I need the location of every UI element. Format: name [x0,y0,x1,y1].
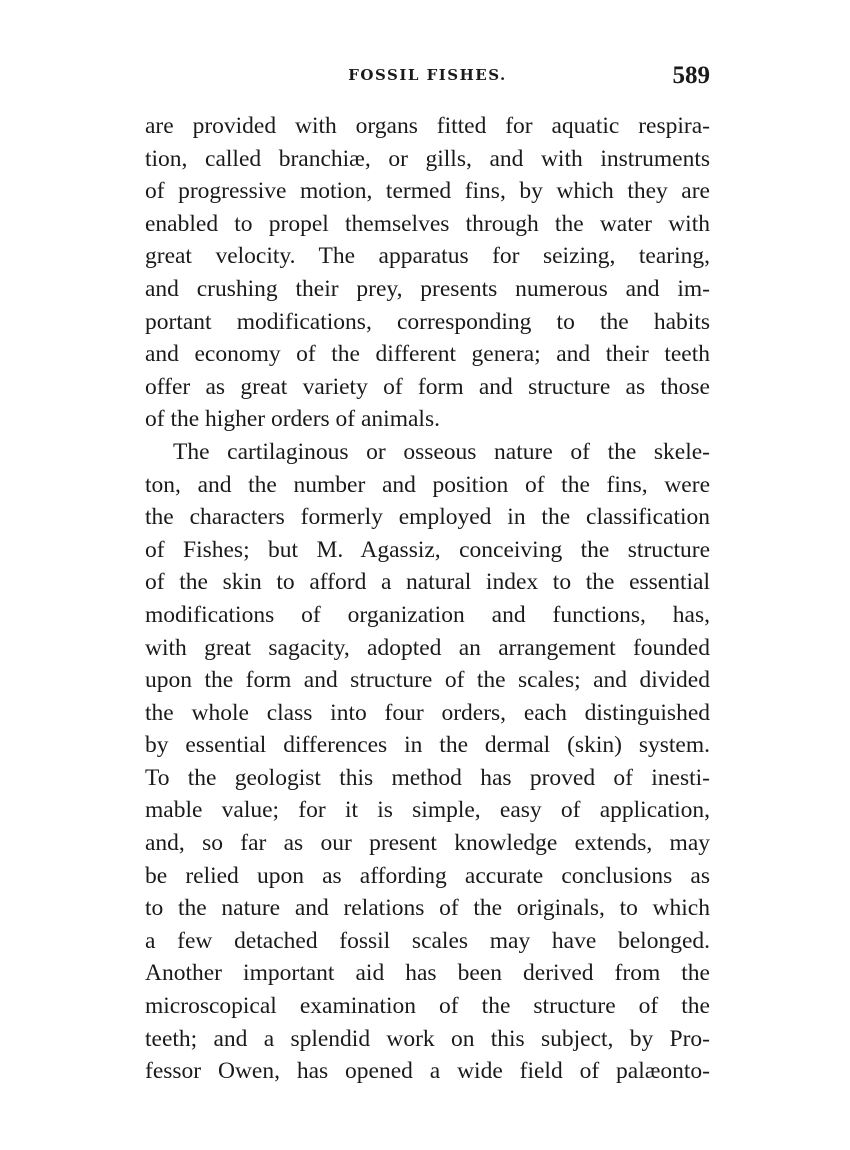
text-line: upon the form and structure of the scales; and divided [145,667,710,694]
text-line: portant modifications, corresponding to the habits [145,308,710,335]
text-line: of the higher orders of animals. [145,406,440,433]
paragraph-2 [145,436,710,1088]
text-line: enabled to propel themselves through the water with [145,210,710,237]
text-line: The cartilaginous or osseous nature of the skele- [173,438,710,465]
running-head [145,62,710,92]
text-line: and economy of the different genera; and their teeth [145,341,710,368]
text-line: of Fishes; but M. Agassiz, conceiving the structure [145,536,710,563]
running-title: FOSSIL FISHES. [348,66,507,84]
text-line: of the skin to afford a natural index to the essential [145,569,710,596]
text-line: of progressive motion, termed fins, by which they are [145,178,710,205]
paragraph-1 [145,110,710,436]
text-line: by essential differences in the dermal (skin) system. [145,732,710,759]
page-number: 589 [672,62,710,89]
text-line: fessor Owen, has opened a wide field of palæonto- [145,1058,710,1085]
text-line: ton, and the number and position of the fins, were [145,471,710,498]
text-line: offer as great variety of form and structure as those [145,373,710,400]
text-line: and crushing their prey, presents numerous and im- [145,275,710,302]
text-line: a few detached fossil scales may have belonged. [145,927,710,954]
text-line: the characters formerly employed in the classification [145,504,710,531]
body-text [145,110,710,1088]
text-line: microscopical examination of the structure of the [145,993,710,1020]
text-line: teeth; and a splendid work on this subject, by Pro- [145,1025,710,1052]
text-line: with great sagacity, adopted an arrangement founded [145,634,710,661]
text-line: Another important aid has been derived from the [145,960,710,987]
text-line: be relied upon as affording accurate conclusions as [145,862,710,889]
text-line: tion, called branchiæ, or gills, and with instruments [145,145,710,172]
text-line: modifications of organization and functions, has, [145,601,710,628]
text-line: the whole class into four orders, each distinguished [145,699,710,726]
text-line: and, so far as our present knowledge extends, may [145,830,710,857]
text-line: are provided with organs fitted for aquatic respira- [145,113,710,139]
text-line: To the geologist this method has proved of inesti- [145,764,710,791]
text-line: to the nature and relations of the originals, to which [145,895,710,922]
text-line: mable value; for it is simple, easy of application, [145,797,710,824]
text-line: great velocity. The apparatus for seizing, tearing, [145,243,710,270]
